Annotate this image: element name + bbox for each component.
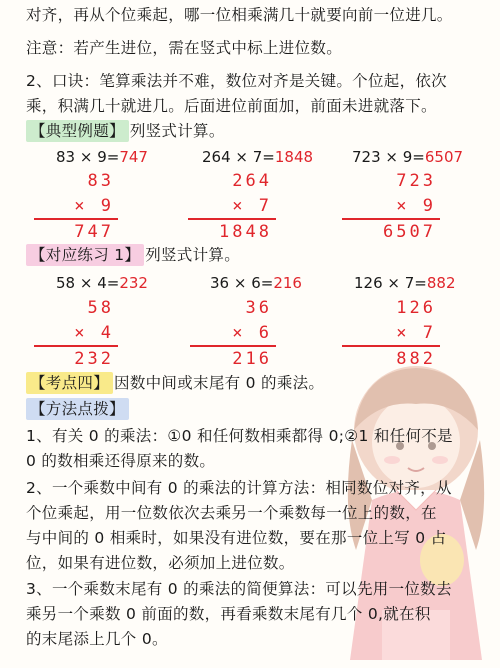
vertical-product: 6507 (383, 222, 436, 242)
practice-answer: 882 (426, 274, 456, 292)
method-line-5: 与中间的 0 相乘时，如果没有进位数，要在那一位上写 0 占 (26, 529, 447, 547)
vertical-rule (342, 218, 440, 220)
section-practice-header (26, 244, 240, 266)
example-answer: 1848 (274, 148, 314, 166)
practice-answer: 216 (273, 274, 302, 292)
vertical-multiplicand: 264 (232, 171, 272, 191)
vertical-multiplier: × 7 (232, 196, 272, 216)
method-line-3: 2、一个乘数中间有 0 的乘法的计算方法：相同数位对齐，从 (26, 479, 452, 497)
section-tag-typical-example: 【典型例题】 (26, 120, 129, 142)
section-tag-key-point: 【考点四】 (26, 372, 113, 394)
vertical-multiplier: × 9 (74, 196, 114, 216)
section-key-point-header (26, 372, 324, 394)
example-answer: 747 (119, 148, 148, 166)
method-line-9: 的末尾添上几个 0。 (26, 630, 168, 648)
section-tag-practice: 【对应练习 1】 (26, 244, 144, 266)
method-line-4: 个位乘起，用一位数依次去乘另一个乘数每一位上的数，在 (26, 504, 437, 522)
method-line-1: 1、有关 0 的乘法：①0 和任何数相乘都得 0;②1 和任何不是 (26, 427, 453, 445)
vertical-multiplicand: 126 (396, 298, 436, 318)
practice-equation-2: 36 × 6=216 (210, 274, 302, 292)
method-line-2: 0 的数相乘还得原来的数。 (26, 452, 216, 470)
method-line-8: 乘另一个乘数 0 前面的数，再看乘数末尾有几个 0,就在积 (26, 605, 431, 623)
method-line-7: 3、一个乘数末尾有 0 的乘法的简便算法：可以先用一位数去 (26, 580, 452, 598)
vertical-multiplier: × 4 (74, 323, 114, 343)
section-method-header (26, 398, 130, 420)
practice-equation-1: 58 × 4=232 (56, 274, 148, 292)
vertical-rule (190, 345, 276, 347)
vertical-product: 232 (74, 349, 114, 369)
vertical-rule (188, 218, 276, 220)
section-topic: 因数中间或末尾有 0 的乘法。 (114, 374, 325, 392)
example-answer: 6507 (424, 148, 464, 166)
vertical-product: 1848 (219, 222, 272, 242)
vertical-multiplier: × 9 (396, 196, 436, 216)
vertical-rule (34, 345, 118, 347)
section-tag-method: 【方法点拨】 (26, 398, 129, 420)
vertical-product: 216 (232, 349, 272, 369)
vertical-multiplier: × 6 (232, 323, 272, 343)
section-instruction: 列竖式计算。 (129, 122, 225, 140)
section-example-header (26, 120, 225, 142)
practice-answer: 232 (119, 274, 148, 292)
intro-line-3: 2、口诀：笔算乘法并不难，数位对齐是关键。个位起，依次 (26, 72, 447, 90)
example-equation-1: 83 × 9=747 (56, 148, 148, 166)
intro-line-4: 乘，积满几十就进几。后面进位前面加，前面未进就落下。 (26, 97, 437, 115)
intro-line-1: 对齐，再从个位乘起，哪一位相乘满几十就要向前一位进几。 (26, 6, 453, 24)
intro-line-2: 注意：若产生进位，需在竖式中标上进位数。 (26, 39, 343, 57)
vertical-multiplicand: 58 (87, 298, 114, 318)
method-line-6: 位，如果有进位数，必须加上进位数。 (26, 554, 295, 572)
example-equation-3: 723 × 9=6507 (352, 148, 464, 166)
vertical-rule (342, 345, 440, 347)
example-equation-2: 264 × 7=1848 (202, 148, 314, 166)
vertical-product: 882 (396, 349, 436, 369)
section-instruction: 列竖式计算。 (145, 246, 241, 264)
vertical-multiplicand: 36 (245, 298, 272, 318)
vertical-multiplicand: 723 (396, 171, 436, 191)
vertical-product: 747 (74, 222, 114, 242)
vertical-rule (34, 218, 118, 220)
vertical-multiplier: × 7 (396, 323, 436, 343)
vertical-multiplicand: 83 (87, 171, 114, 191)
practice-equation-3: 126 × 7=882 (354, 274, 456, 292)
